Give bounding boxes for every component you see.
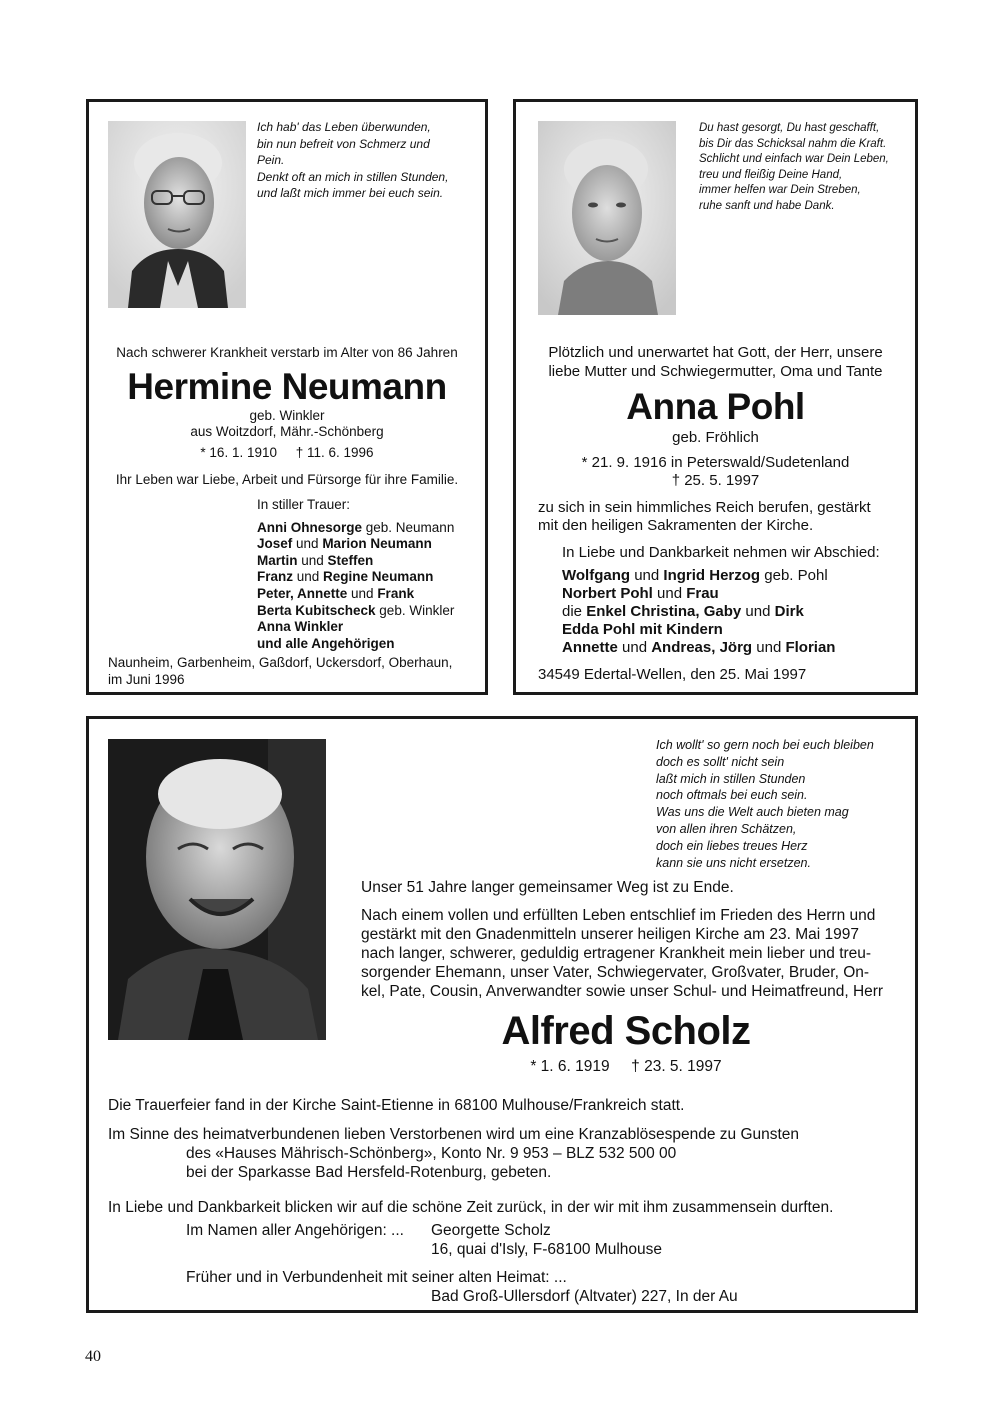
mourner-line: Norbert Pohl und Frau — [562, 585, 719, 602]
life-dates: * 16. 1. 1910 † 11. 6. 1996 — [200, 445, 374, 460]
poem-line: noch oftmals bei euch sein. — [656, 788, 808, 803]
poem-line: Du hast gesorgt, Du hast geschafft, — [699, 122, 880, 134]
poem-line: doch ein liebes treues Herz — [656, 838, 808, 853]
poem-line: Was uns die Welt auch bieten mag — [656, 805, 849, 820]
mourner-line: Franz und Regine Neumann — [257, 569, 434, 585]
birth-date-place: * 21. 9. 1916 in Peterswald/Sudetenland — [581, 454, 850, 471]
poem-line: Pein. — [257, 153, 285, 167]
portrait-photo-anna — [538, 121, 676, 315]
intro-text: Nach schwerer Krankheit verstarb im Alter von 86 Jahren — [116, 345, 458, 360]
donation-text: Im Sinne des heimatverbundenen lieben Verstorbenen wird um eine Kranzablösespende zu Gunsten des «Hauses Mährisch-Schönberg», Konto Nr. 9 953 – BLZ 532 500 00 bei der Sparkasse Bad Hersfeld-Rotenburg, gebeten. — [108, 1126, 800, 1181]
portrait-photo-alfred — [108, 739, 326, 1040]
mourner-line: Peter, Annette und Frank — [257, 585, 415, 601]
poem-line: und laßt mich immer bei euch sein. — [257, 186, 444, 200]
mourner-line: und alle Angehörigen — [257, 635, 395, 651]
mourner-line: Anna Winkler — [257, 619, 344, 635]
poem-line: Ich wollt' so gern noch bei euch bleiben — [656, 738, 874, 752]
called-text: zu sich in sein himmliches Reich berufen, gestärkt mit den heiligen Sakramenten der Kirche. — [538, 499, 871, 534]
deceased-name: Anna Pohl — [626, 386, 805, 427]
mourner-line: Wolfgang und Ingrid Herzog geb. Pohl — [562, 567, 828, 584]
mourners-list — [257, 497, 454, 652]
poem-line: immer helfen war Dein Streben, — [699, 184, 861, 196]
mourner-line: Berta Kubitscheck geb. Winkler — [257, 602, 455, 618]
intro-text: Plötzlich und unerwartet hat Gott, der Herr, unsere liebe Mutter und Schwiegermutter, Oma und Tante — [548, 344, 883, 380]
together-text: Unser 51 Jahre langer gemeinsamer Weg ist zu Ende. — [361, 879, 734, 896]
mourner-line: die Enkel Christina, Gaby und Dirk — [562, 603, 804, 620]
poem-hermine — [257, 119, 477, 202]
birth-name: geb. Fröhlich — [672, 429, 759, 446]
poem-line: von allen ihren Schätzen, — [656, 821, 797, 836]
mourner-line: Edda Pohl mit Kindern — [562, 621, 723, 638]
origin-text: aus Woitzdorf, Mähr.-Schönberg — [190, 424, 384, 439]
poem-line: Denkt oft an mich in stillen Stunden, — [257, 169, 449, 184]
poem-anna — [699, 121, 909, 214]
places-and-date: Naunheim, Garbenheim, Gaßdorf, Uckersdorf, Oberhaun, im Juni 1996 — [108, 655, 453, 687]
mourners-list — [562, 567, 835, 657]
relatives-address: 16, quai d'Isly, F-68100 Mulhouse — [431, 1241, 663, 1258]
mourner-line: Annette und Andreas, Jörg und Florian — [562, 639, 836, 656]
homeland-address: Bad Groß-Ullersdorf (Altvater) 227, In der Au — [431, 1288, 738, 1305]
mourner-line: Martin und Steffen — [257, 552, 374, 568]
main-text: Nach einem vollen und erfüllten Leben entschlief im Frieden des Herrn und gestärkt mit den Gnadenmitteln unserer heiligen Kirche am 23. Mai 1997 nach langer, schwerer, geduldig ertragener Krankheit mein lieber und treu- sorgender Ehemann, unser Vater, Schwiegervater, Großvater, Bruder, On- kel, Pate, Cousin, Anverwandter sowie unser Schul- und Heimatfreund, Herr — [361, 907, 884, 1000]
deceased-name: Hermine Neumann — [127, 366, 447, 407]
relatives-name: Georgette Scholz — [431, 1222, 551, 1239]
poem-line: kann sie uns nicht ersetzen. — [656, 855, 811, 870]
homeland-label: Früher und in Verbundenheit mit seiner alten Heimat: ... — [186, 1269, 567, 1286]
gratitude-text: In Liebe und Dankbarkeit blicken wir auf die schöne Zeit zurück, in der wir mit ihm zusammensein durften. — [108, 1199, 834, 1216]
mourner-line: Josef und Marion Neumann — [257, 536, 432, 552]
relatives-label: Im Namen aller Angehörigen: ... — [186, 1222, 404, 1239]
place-date: 34549 Edertal-Wellen, den 25. Mai 1997 — [538, 666, 807, 683]
life-dates: * 1. 6. 1919 † 23. 5. 1997 — [530, 1058, 722, 1075]
poem-line: doch es sollt' nicht sein — [656, 754, 785, 769]
farewell-text: In Liebe und Dankbarkeit nehmen wir Abschied: — [562, 544, 880, 561]
mourner-line: Anni Ohnesorge geb. Neumann — [257, 519, 455, 535]
poem-alfred — [656, 737, 906, 871]
poem-line: treu und fleißig Deine Hand, — [699, 168, 843, 181]
death-date: † 25. 5. 1997 — [671, 472, 760, 489]
life-statement: Ihr Leben war Liebe, Arbeit und Fürsorge für ihre Familie. — [115, 472, 459, 487]
poem-line: bin nun befreit von Schmerz und — [257, 136, 430, 151]
page-number: 40 — [85, 1348, 101, 1365]
poem-line: laßt mich in stillen Stunden — [656, 771, 806, 786]
poem-line: bis Dir das Schicksal nahm die Kraft. — [699, 137, 887, 150]
deceased-name: Alfred Scholz — [501, 1009, 751, 1053]
birth-name: geb. Winkler — [249, 408, 325, 423]
poem-line: Ich hab' das Leben überwunden, — [257, 120, 431, 134]
mourning-header: In stiller Trauer: — [257, 497, 351, 512]
poem-line: ruhe sanft und habe Dank. — [699, 199, 835, 212]
portrait-photo-hermine — [108, 121, 246, 308]
poem-line: Schlicht und einfach war Dein Leben, — [699, 153, 889, 165]
funeral-text: Die Trauerfeier fand in der Kirche Saint-Etienne in 68100 Mulhouse/Frankreich statt. — [108, 1097, 685, 1114]
